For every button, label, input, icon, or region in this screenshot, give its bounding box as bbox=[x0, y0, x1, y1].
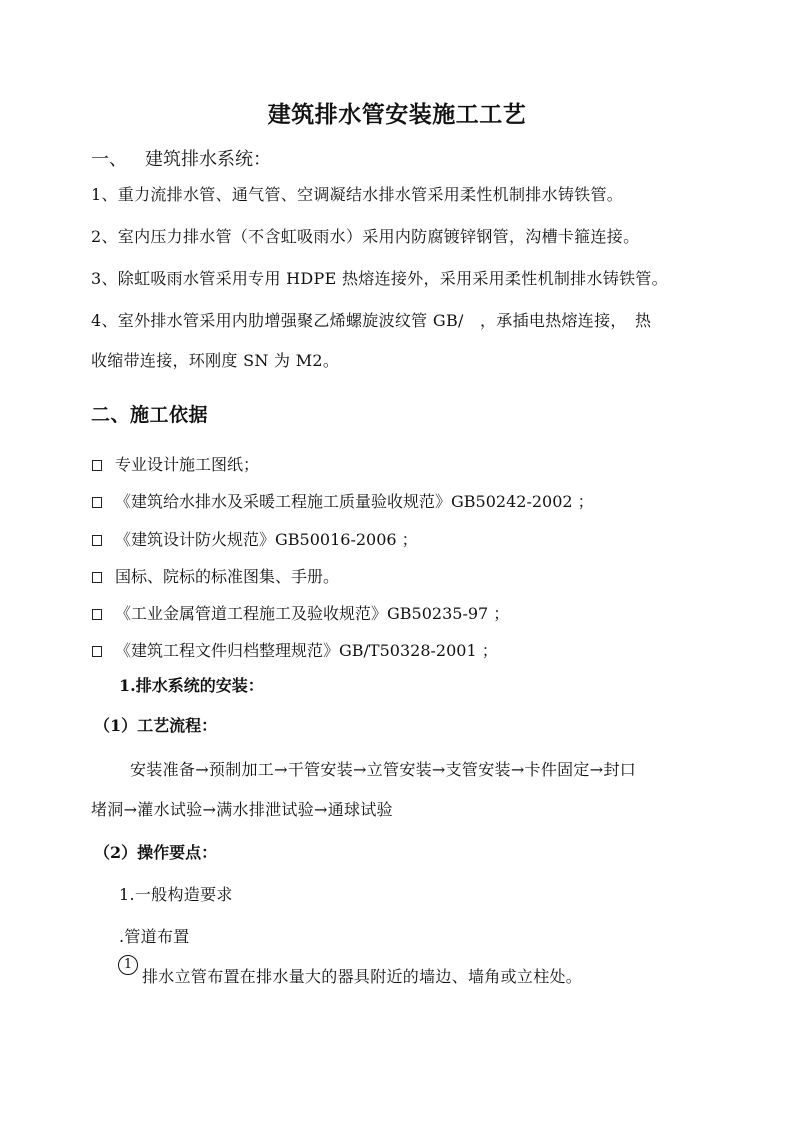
checkbox-square-icon bbox=[92, 535, 102, 546]
subheading-pipe-layout: .管道布置 bbox=[119, 927, 190, 946]
flow-heading: （1）工艺流程： bbox=[94, 716, 218, 735]
checkbox-square-icon bbox=[92, 497, 102, 508]
layout-item-1: 排水立管布置在排水量大的器具附近的墙边、墙角或立柱处。 bbox=[142, 967, 583, 986]
basis-item bbox=[92, 643, 498, 659]
checkbox-square-icon bbox=[92, 609, 102, 620]
section2-heading: 二、施工依据 bbox=[91, 404, 209, 426]
basis-item-text: 《建筑给水排水及采暖工程施工质量验收规范》GB50242-2002 ； bbox=[115, 492, 594, 511]
section1-heading bbox=[91, 151, 271, 169]
basis-item bbox=[92, 606, 509, 622]
basis-item bbox=[92, 532, 418, 548]
basis-item-text: 《建筑设计防火规范》GB50016-2006 ； bbox=[115, 530, 418, 549]
section1-item-1: 1、重力流排水管、通气管、空调凝结水排水管采用柔性机制排水铸铁管。 bbox=[91, 185, 624, 204]
circled-number-1: 1 bbox=[118, 955, 138, 975]
basis-item bbox=[92, 494, 594, 510]
section1-number: 一、 bbox=[91, 149, 127, 170]
flow-line-1: 安装准备→预制加工→干管安装→立管安装→支管安装→卡件固定→封口 bbox=[130, 760, 637, 779]
basis-item bbox=[92, 457, 259, 473]
install-heading: 1.排水系统的安装： bbox=[119, 676, 264, 695]
checkbox-square-icon bbox=[92, 572, 102, 583]
basis-item-text: 《工业金属管道工程施工及验收规范》GB50235-97 ； bbox=[115, 604, 510, 623]
basis-item-text: 专业设计施工图纸； bbox=[115, 455, 260, 474]
basis-item-text: 国标、院标的标准图集、手册。 bbox=[115, 567, 340, 586]
subheading-general: 1.一般构造要求 bbox=[119, 885, 233, 904]
document-title: 建筑排水管安装施工工艺 bbox=[267, 101, 527, 128]
section1-heading-text: 建筑排水系统： bbox=[145, 149, 271, 170]
section1-item-4-continued: 收缩带连接，环刚度 SN 为 M2。 bbox=[91, 351, 340, 370]
section1-item-4: 4、室外排水管采用内肋增强聚乙烯螺旋波纹管 GB/ ，承插电热熔连接， 热 bbox=[91, 311, 652, 330]
checkbox-square-icon bbox=[92, 646, 102, 657]
checkbox-square-icon bbox=[92, 460, 102, 471]
basis-item-text: 《建筑工程文件归档整理规范》GB/T50328-2001 ； bbox=[115, 641, 498, 660]
points-heading: （2）操作要点： bbox=[94, 843, 218, 862]
section1-item-3: 3、除虹吸雨水管采用专用 HDPE 热熔连接外，采用采用柔性机制排水铸铁管。 bbox=[91, 269, 668, 288]
section1-item-2: 2、室内压力排水管（不含虹吸雨水）采用内防腐镀锌钢管，沟槽卡箍连接。 bbox=[91, 227, 640, 246]
basis-item bbox=[92, 569, 339, 585]
flow-line-2: 堵洞→灌水试验→满水排泄试验→通球试验 bbox=[91, 800, 393, 819]
